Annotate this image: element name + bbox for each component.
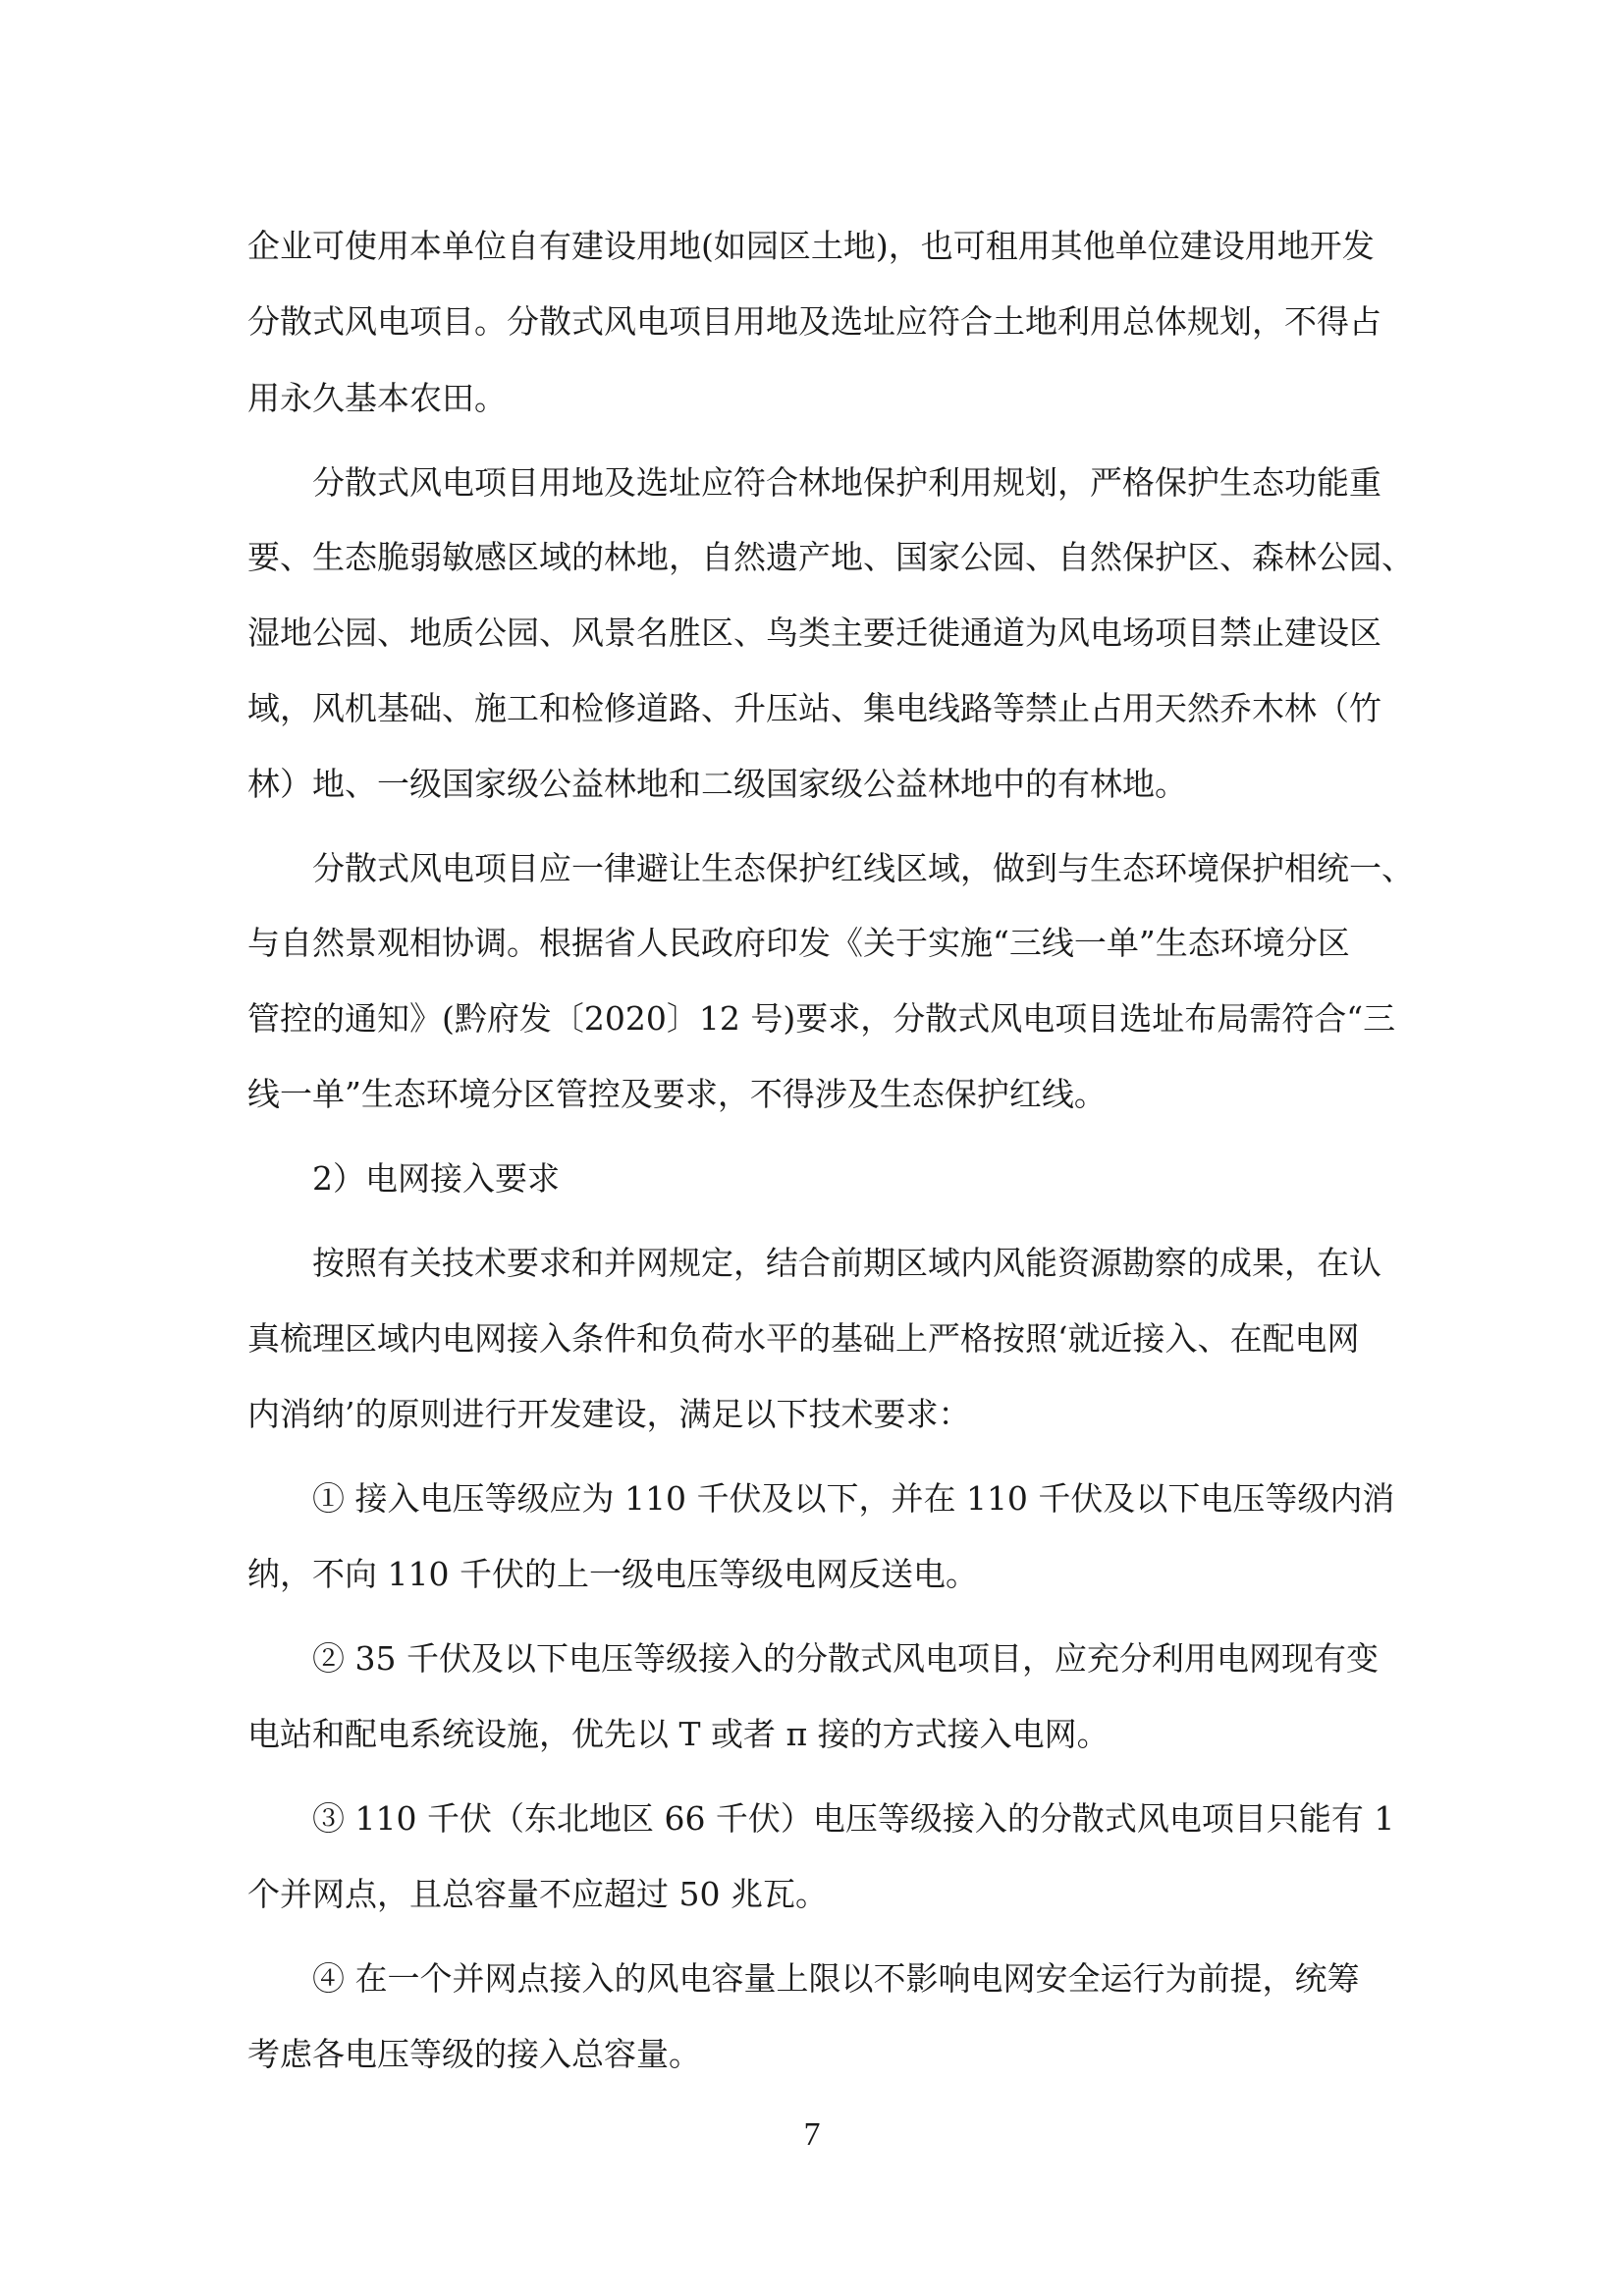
text-line: 真梳理区域内电网接入条件和负荷水平的基础上严格按照‘就近接入、在配电网 [247,1319,1360,1358]
text-line: 用永久基本农田。 [247,379,507,417]
text-line: 分散式风电项目。分散式风电项目用地及选址应符合土地利用总体规划，不得占 [247,302,1381,341]
text-line: 纳，不向 110 千伏的上一级电压等级电网反送电。 [247,1555,978,1593]
text-line: 线一单”生态环境分区管控及要求，不得涉及生态保护红线。 [247,1075,1107,1113]
list-item: ① 接入电压等级应为 110 千伏及以下，并在 110 千伏及以下电压等级内消 [312,1479,1395,1518]
page-number: 7 [803,2116,821,2153]
text-line: 要、生态脆弱敏感区域的林地，自然遗产地、国家公园、自然保护区、森林公园、 [247,538,1414,576]
text-line: 与自然景观相协调。根据省人民政府印发《关于实施“三线一单”生态环境分区 [247,924,1350,962]
list-item: ③ 110 千伏（东北地区 66 千伏）电压等级接入的分散式风电项目只能有 1 [312,1799,1395,1838]
text-line: 域，风机基础、施工和检修道路、升压站、集电线路等禁止占用天然乔木林（竹 [247,689,1381,727]
text-line: 电站和配电系统设施，优先以 T 或者 π 接的方式接入电网。 [247,1715,1110,1753]
list-item: ④ 在一个并网点接入的风电容量上限以不影响电网安全运行为前提，统筹 [312,1959,1360,1998]
text-line: 内消纳’的原则进行开发建设，满足以下技术要求： [247,1395,971,1433]
text-line: 个并网点，且总容量不应超过 50 兆瓦。 [247,1875,828,1913]
section-heading: 2）电网接入要求 [312,1159,560,1198]
text-line: 林）地、一级国家级公益林地和二级国家级公益林地中的有林地。 [247,765,1187,803]
text-line: 湿地公园、地质公园、风景名胜区、鸟类主要迁徙通道为风电场项目禁止建设区 [247,614,1381,652]
text-line: 管控的通知》(黔府发〔2020〕12 号)要求，分散式风电项目选址布局需符合“三 [247,999,1396,1038]
text-line: 分散式风电项目用地及选址应符合林地保护利用规划，严格保护生态功能重 [312,463,1381,502]
text-line: 按照有关技术要求和并网规定，结合前期区域内风能资源勘察的成果，在认 [312,1244,1381,1282]
text-line: 企业可使用本单位自有建设用地(如园区土地)，也可租用其他单位建设用地开发 [247,227,1375,265]
list-item: ② 35 千伏及以下电压等级接入的分散式风电项目，应充分利用电网现有变 [312,1639,1379,1678]
text-line: 分散式风电项目应一律避让生态保护红线区域，做到与生态环境保护相统一、 [312,849,1414,887]
text-line: 考虑各电压等级的接入总容量。 [247,2035,701,2073]
